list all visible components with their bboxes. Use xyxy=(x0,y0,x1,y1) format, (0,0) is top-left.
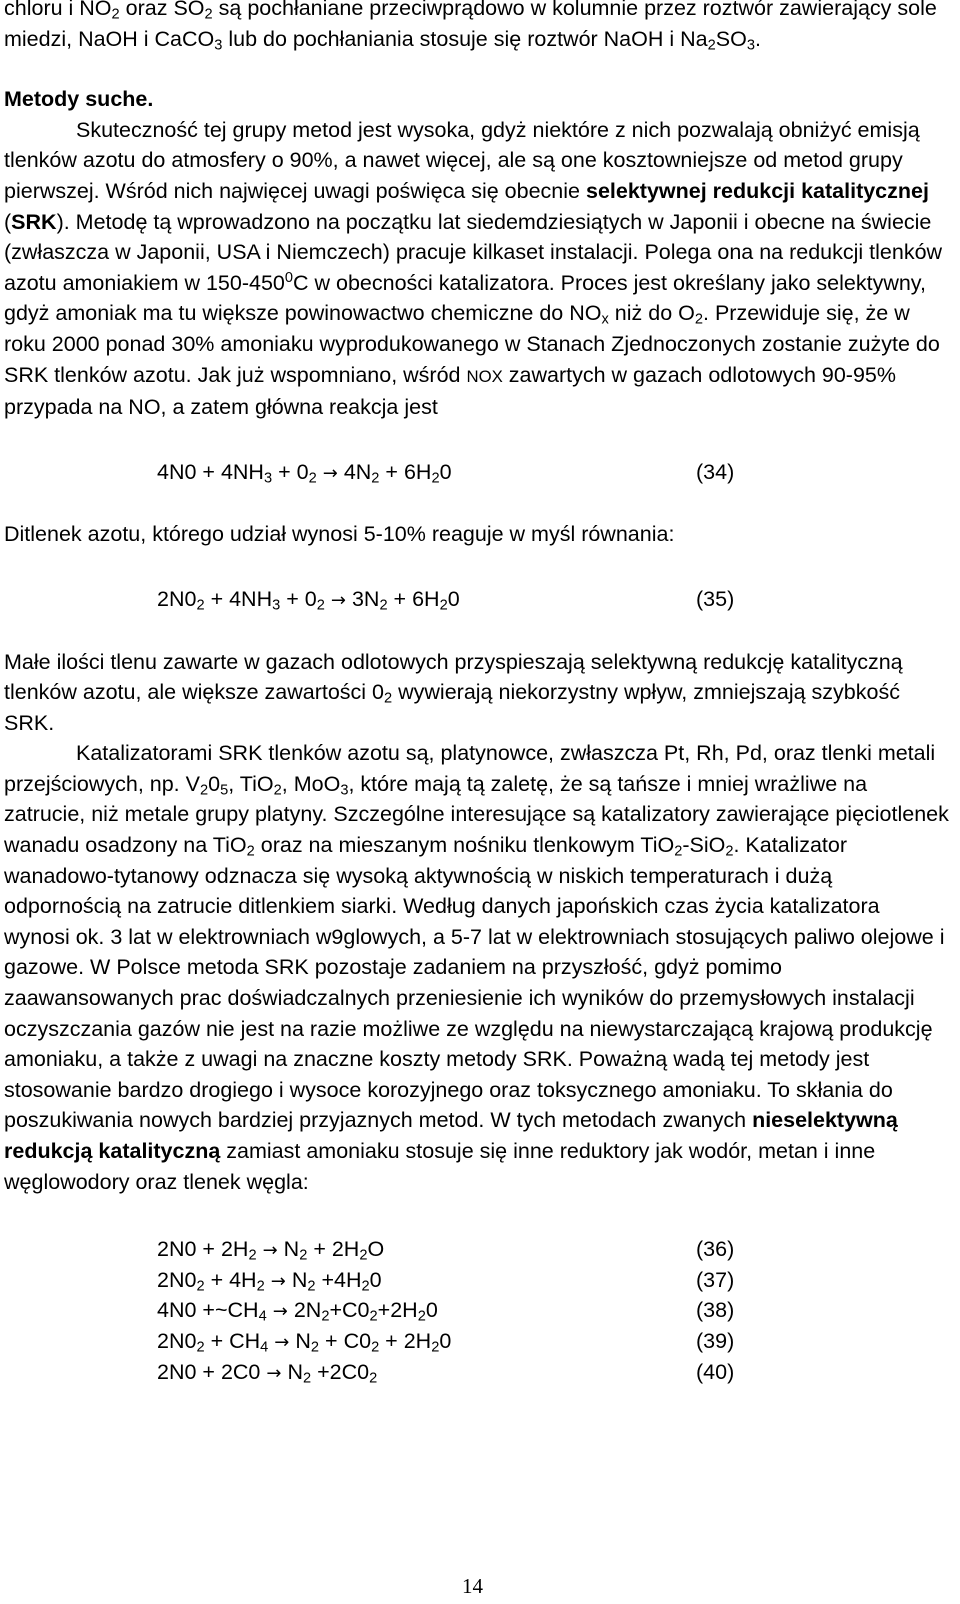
spacer xyxy=(4,550,949,576)
equation-expression: $2N0 + 2H_2 \to N_2 + 2H_2O$ xyxy=(157,1234,384,1267)
paragraph-nitrogen-dioxide: Ditlenek azotu, którego udział wynosi 5-10% reaguje w myśl równania: xyxy=(4,522,675,547)
equation-number: (39) xyxy=(696,1328,735,1353)
reaction-arrow-icon: → xyxy=(270,1270,286,1292)
spacer xyxy=(4,487,949,513)
spacer xyxy=(4,54,949,84)
reaction-arrow-icon: → xyxy=(272,1301,288,1323)
equation-37 xyxy=(4,1265,949,1296)
equation-number: (40) xyxy=(696,1359,735,1384)
reaction-arrow-icon: → xyxy=(330,589,346,611)
reaction-arrow-icon: → xyxy=(322,462,338,484)
page-number: 14 xyxy=(462,1574,483,1598)
paragraph-absorption: chloru i $NO_2$ oraz $SO_2$ są pochłaniane przeciwprądowo w kolumnie przez roztwór zawierający sole miedzi, NaOH i CaCO$_3$ lub do pochłaniania stosuje się roztwór NaOH i $Na_2SO_3$. xyxy=(4,0,937,54)
equation-number: (36) xyxy=(696,1237,735,1262)
equation-number: (38) xyxy=(696,1298,735,1323)
spacer xyxy=(4,1197,949,1234)
paragraph-oxygen-effect: Małe ilości tlenu zawarte w gazach odlotowych przyspieszają selektywną redukcję katalityczną tlenków azotu, ale większe zawartości $0_2$ wywierają niekorzystny wpływ, zmniejszają szybkość SRK. xyxy=(4,649,903,735)
spacer xyxy=(4,423,949,449)
equation-36 xyxy=(4,1234,949,1265)
equation-number: (34) xyxy=(696,459,735,484)
equation-number: (35) xyxy=(696,586,735,611)
document-page xyxy=(4,0,949,1387)
reaction-arrow-icon: → xyxy=(274,1331,290,1353)
spacer xyxy=(4,615,949,641)
equation-40 xyxy=(4,1357,949,1388)
equation-expression: $4N0 +\sim CH_4 \to 2N_2+C0_2+2H_20$ xyxy=(157,1295,438,1328)
equation-expression: $4N0 + 4NH_3 + 0_2 \to 4N_2 + 6H_20$ xyxy=(157,457,452,490)
reaction-arrow-icon: → xyxy=(262,1240,278,1262)
equation-expression: $2N0_2 + CH_4 \to N_2 + C0_2 + 2H_20$ xyxy=(157,1326,451,1359)
equation-35 xyxy=(4,584,949,615)
paragraph-dry-methods: Skuteczność tej grupy metod jest wysoka, gdyż niektóre z nich pozwalają obniżyć emisją tlenków azotu do atmosfery o 90%, a nawet więcej, ale są one kosztowniejsze od metod grupy pierwszej. Wśród nich najwięcej uwagi poświęca się obecnie selektywnej redukcji katalitycznej (SRK). Metodę tą wprowadzono na początku lat siedemdziesiątych w Japonii i obecne na świecie (zwłaszcza w Japonii, USA i Niemczech) pracuje kilkaset instalacji. Polega ona na redukcji tlenków azotu amoniakiem w $150-450^0C$ w obecności katalizatora. Proces jest określany jako selektywny, gdyż amoniak ma tu większe powinowactwo chemiczne do $NO_x$ niż do $O_2$. Przewiduje się, że w roku 2000 ponad 30% amoniaku wyprodukowanego w Stanach Zjednoczonych zostanie zużyte do SRK tlenków azotu. Jak już wspomniano, wśród NOX zawartych w gazach odlotowych 90-95% przypada na NO, a zatem główna reakcja jest xyxy=(4,117,943,420)
equation-number: (37) xyxy=(696,1267,735,1292)
equation-expression: $2N0_2 + 4H_2 \to N_2 +4H_20$ xyxy=(157,1265,382,1298)
paragraph-catalysts: Katalizatorami SRK tlenków azotu są, platynowce, zwłaszcza Pt, Rh, Pd, oraz tlenki metali przejściowych, np. $V_20_5$, TiO$_2$, MoO$_3$, które mają tą zaletę, że są tańsze i mniej wrażliwe na zatrucie, niż metale grupy platyny. Szczególne interesujące są katalizatory zawierające pięciotlenek wanadu osadzony na TiO$_2$ oraz na mieszanym nośniku tlenkowym TiO$_2$-SiO$_2$. Katalizator wanadowo-tytanowy odznacza się wysoką aktywnością w niskich temperaturach i dużą odpornością na zatrucie ditlenkiem siarki. Według danych japońskich czas życia katalizatora wynosi ok. 3 lat w elektrowniach w9glowych, a 5-7 lat w elektrowniach stosujących paliwo olejowe i gazowe. W Polsce metoda SRK pozostaje zadaniem na przyszłość, gdyż pomimo zaawansowanych prac doświadczalnych przeniesienie ich wyników do przemysłowych instalacji oczyszczania gazów nie jest na razie możliwe ze względu na niewystarczającą krajową produkcję amoniaku, a także z uwagi na znaczne koszty metody SRK. Poważną wadą tej metody jest stosowanie bardzo drogiego i wysoce korozyjnego oraz toksycznego amoniaku. To skłania do poszukiwania nowych bardziej przyjaznych metod. W tych metodach zwanych nieselektywną redukcją katalityczną zamiast amoniaku stosuje się inne reduktory jak wodór, metan i inne węglowodory oraz tlenek węgla: xyxy=(4,741,949,1194)
equation-expression: $2N0_2 + 4NH_3 + 0_2 \to 3N_2 + 6H_20$ xyxy=(157,584,460,617)
equation-39 xyxy=(4,1326,949,1357)
section-heading: Metody suche. xyxy=(4,87,154,112)
equation-38 xyxy=(4,1295,949,1326)
equation-34 xyxy=(4,457,949,488)
reaction-arrow-icon: → xyxy=(266,1362,282,1384)
equation-expression: $2N0 + 2C0 \to N_2 +2C0_2$ xyxy=(157,1357,377,1390)
